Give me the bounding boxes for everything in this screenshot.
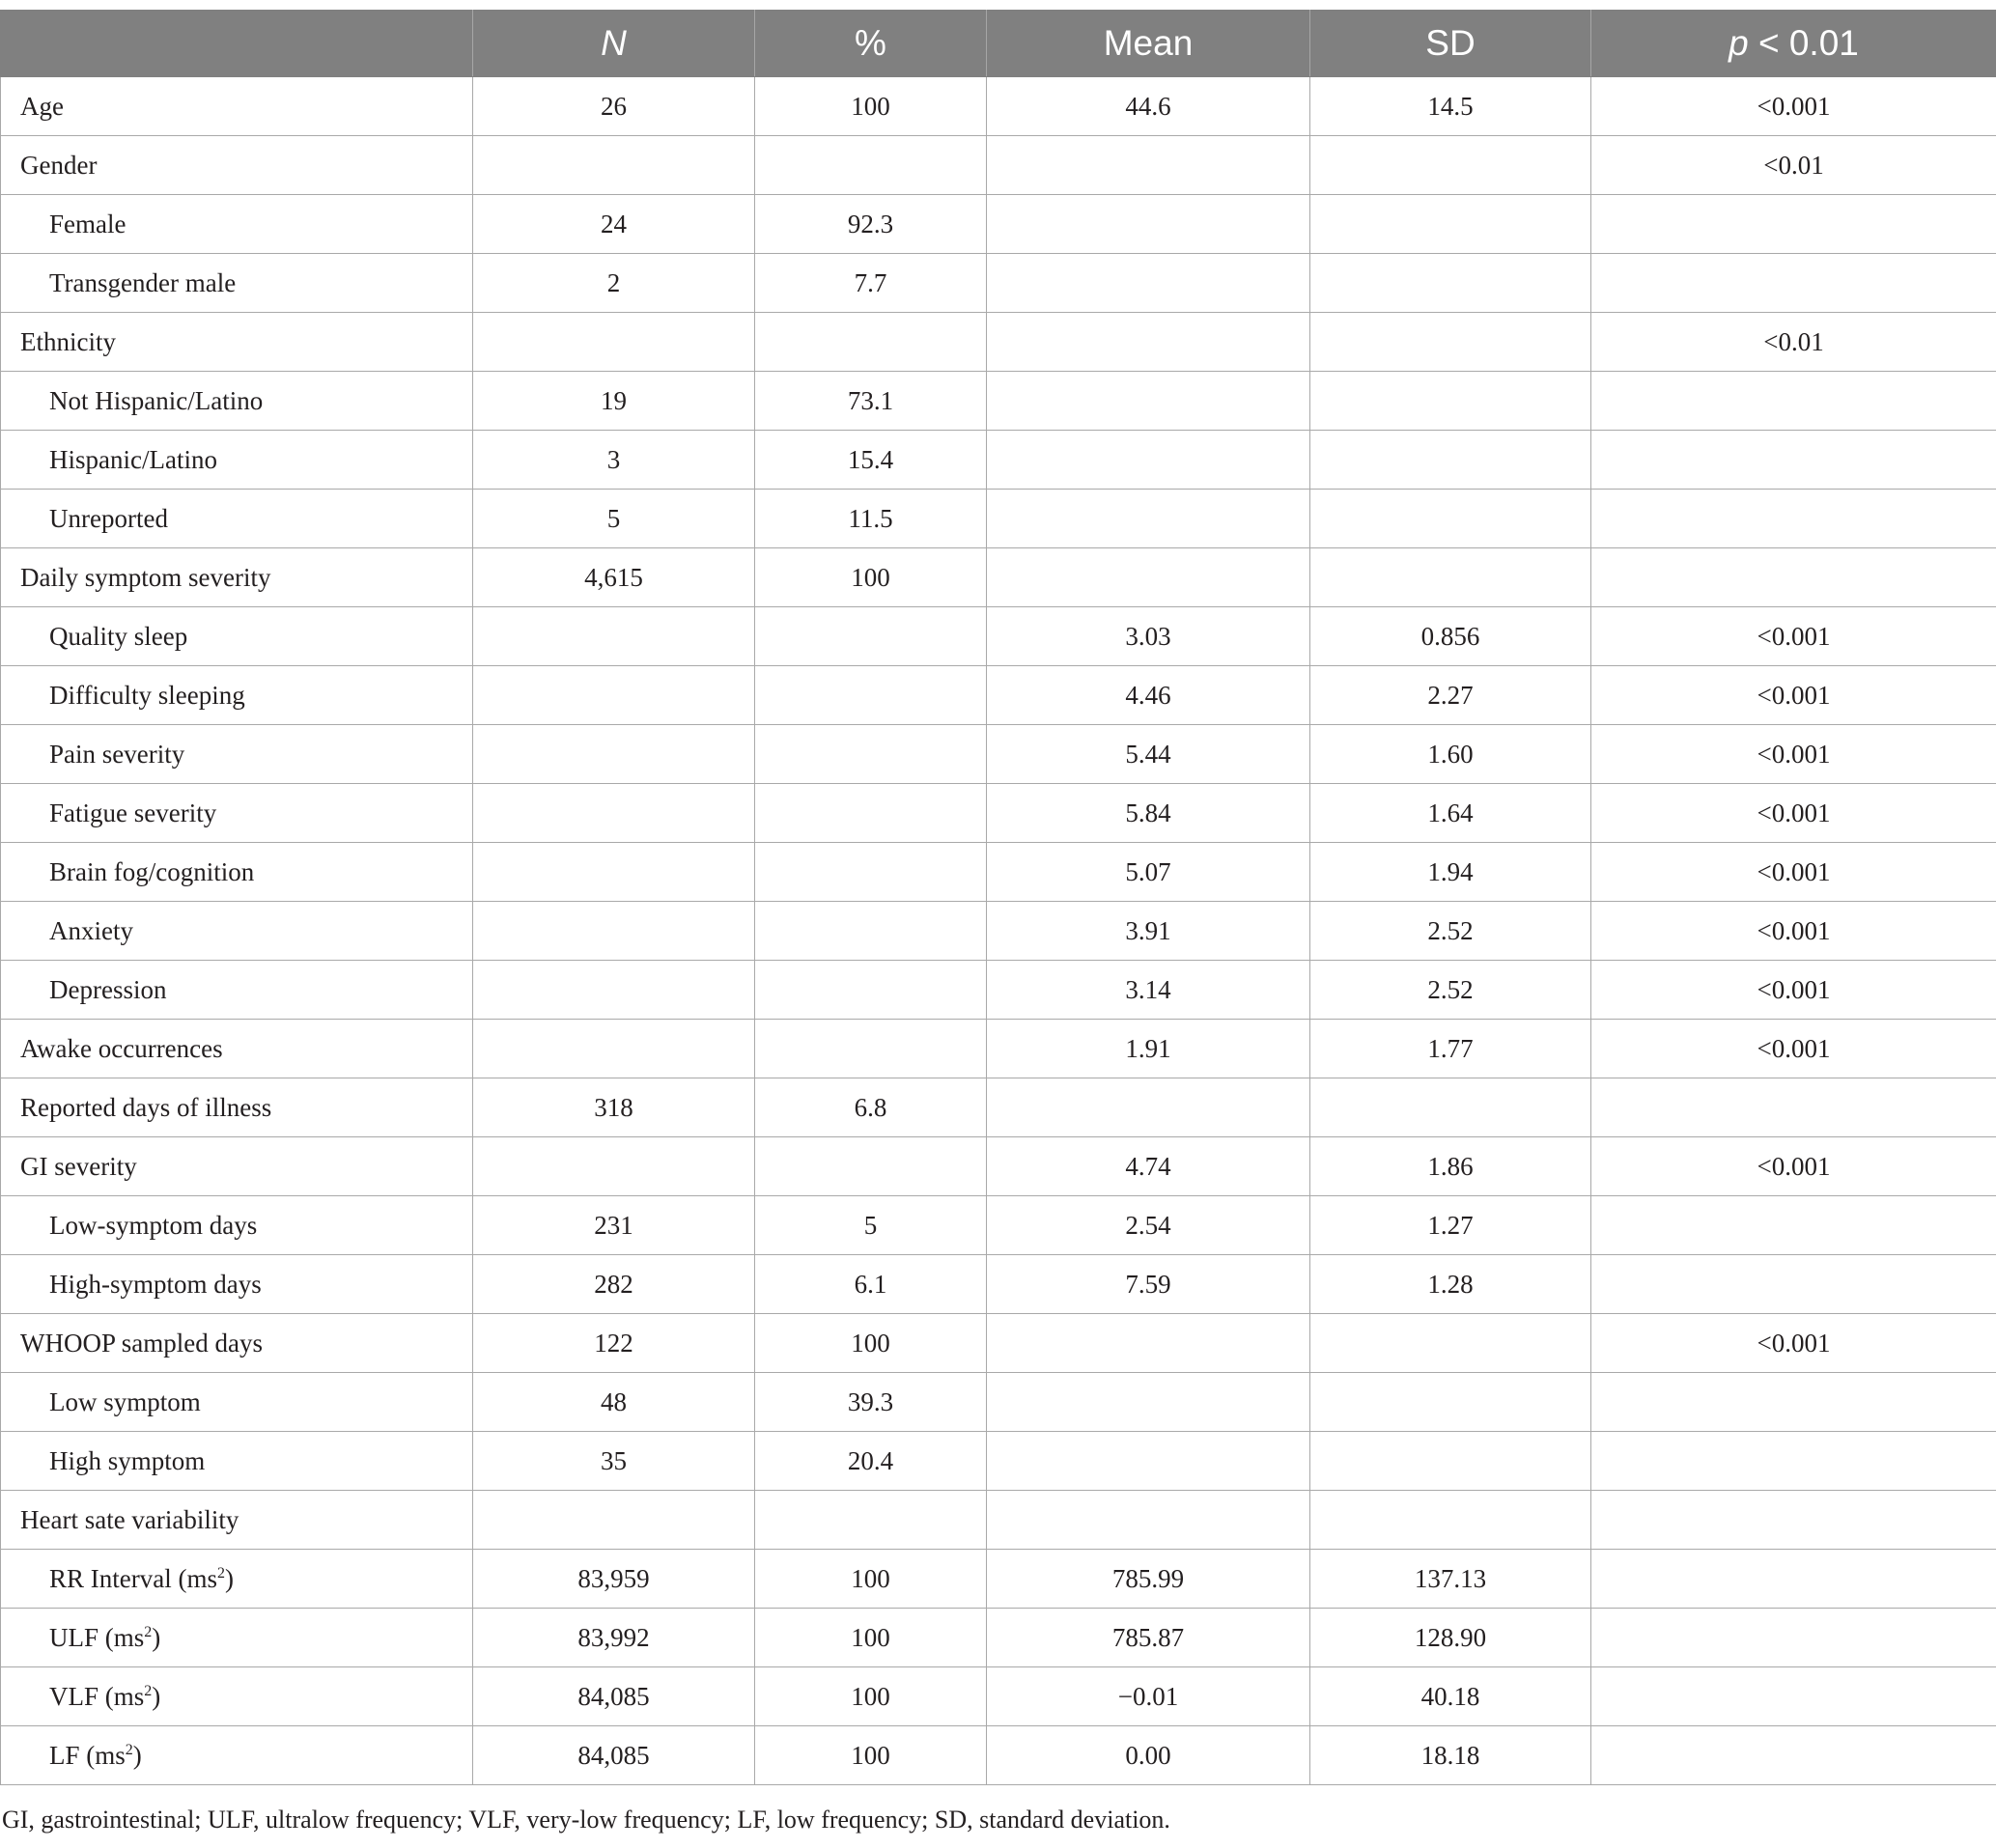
cell-mean: 3.14 [987,961,1310,1020]
cell-mean [987,372,1310,431]
cell-sd: 0.856 [1310,607,1591,666]
cell-mean: 3.91 [987,902,1310,961]
row-label [1,1373,473,1432]
table-row [1,548,1996,607]
row-label-text: GI severity [20,1151,137,1181]
cell-percent: 6.8 [755,1078,987,1137]
row-label-text: Brain fog/cognition [49,856,255,886]
row-label [1,372,473,431]
cell-n [473,313,755,372]
cell-mean [987,1078,1310,1137]
cell-sd: 14.5 [1310,77,1591,136]
row-label-text: VLF (ms [49,1681,145,1711]
row-label [1,1255,473,1314]
cell-percent: 100 [755,77,987,136]
cell-p-value: <0.001 [1591,77,1996,136]
row-label-text: Awake occurrences [20,1033,223,1063]
cell-n: 318 [473,1078,755,1137]
cell-percent: 5 [755,1196,987,1255]
cell-sd: 1.77 [1310,1020,1591,1078]
table-row [1,843,1996,902]
cell-sd: 1.86 [1310,1137,1591,1196]
cell-mean: 5.44 [987,725,1310,784]
cell-p-value [1591,431,1996,490]
cell-n [473,961,755,1020]
header-variable [1,11,473,77]
cell-mean: 1.91 [987,1020,1310,1078]
row-label-tail: ) [152,1681,161,1711]
row-label [1,77,473,136]
header-mean: Mean [987,11,1310,77]
row-label-text: LF (ms [49,1740,126,1770]
row-label-text: Daily symptom severity [20,562,271,592]
cell-p-value [1591,1667,1996,1726]
cell-percent [755,1020,987,1078]
row-label [1,548,473,607]
cell-sd [1310,1491,1591,1550]
cell-n: 24 [473,195,755,254]
cell-sd [1310,372,1591,431]
cell-mean [987,1491,1310,1550]
table-row [1,372,1996,431]
row-label-text: High symptom [49,1445,206,1475]
cell-n [473,1137,755,1196]
row-label [1,136,473,195]
table-row [1,431,1996,490]
table-body [1,77,1996,1785]
cell-sd: 2.27 [1310,666,1591,725]
cell-p-value [1591,195,1996,254]
cell-percent: 15.4 [755,431,987,490]
row-label [1,1550,473,1609]
cell-sd [1310,548,1591,607]
cell-p-value: <0.001 [1591,607,1996,666]
cell-n: 83,959 [473,1550,755,1609]
table-footnote: GI, gastrointestinal; ULF, ultralow frequency; VLF, very-low frequency; LF, low frequency; SD, standard deviation. [2,1806,1170,1834]
table-row [1,77,1996,136]
cell-sd [1310,1432,1591,1491]
cell-p-value: <0.01 [1591,136,1996,195]
row-label-tail: ) [224,1563,234,1593]
table-row [1,784,1996,843]
cell-n: 84,085 [473,1667,755,1726]
table-row [1,254,1996,313]
table-row [1,136,1996,195]
row-label-text: Anxiety [49,915,133,945]
cell-n [473,1491,755,1550]
header-p-letter: p [1729,23,1749,63]
row-label-text: Female [49,209,127,238]
cell-mean: 2.54 [987,1196,1310,1255]
cell-percent: 100 [755,1550,987,1609]
row-label-text: Heart sate variability [20,1504,239,1534]
cell-mean: 44.6 [987,77,1310,136]
cell-percent [755,313,987,372]
row-label [1,1491,473,1550]
table-row [1,1314,1996,1373]
cell-mean: 0.00 [987,1726,1310,1785]
row-label-tail: ) [132,1740,142,1770]
cell-percent: 20.4 [755,1432,987,1491]
header-percent: % [755,11,987,77]
cell-mean: 4.74 [987,1137,1310,1196]
cell-mean [987,1373,1310,1432]
row-label [1,313,473,372]
cell-p-value [1591,1491,1996,1550]
cell-n: 4,615 [473,548,755,607]
row-label [1,1196,473,1255]
cell-sd: 1.60 [1310,725,1591,784]
row-label-superscript: 2 [144,1623,153,1640]
cell-p-value: <0.001 [1591,784,1996,843]
cell-n [473,902,755,961]
cell-percent [755,725,987,784]
cell-percent [755,902,987,961]
cell-n: 282 [473,1255,755,1314]
cell-percent [755,1491,987,1550]
header-p-value [1591,11,1996,77]
cell-sd [1310,431,1591,490]
row-label [1,902,473,961]
row-label [1,1667,473,1726]
row-label [1,254,473,313]
table-row [1,961,1996,1020]
cell-percent: 100 [755,1314,987,1373]
table-row [1,902,1996,961]
row-label [1,961,473,1020]
cell-sd: 1.27 [1310,1196,1591,1255]
row-label [1,1314,473,1373]
cell-p-value: <0.001 [1591,902,1996,961]
cell-n: 122 [473,1314,755,1373]
cell-sd [1310,313,1591,372]
cell-sd [1310,195,1591,254]
table-row [1,1726,1996,1785]
row-label [1,725,473,784]
cell-n: 231 [473,1196,755,1255]
cell-percent [755,136,987,195]
cell-percent [755,666,987,725]
header-p-rest: < 0.01 [1748,23,1859,63]
cell-p-value [1591,372,1996,431]
cell-p-value: <0.001 [1591,961,1996,1020]
cell-p-value [1591,254,1996,313]
cell-mean: 4.46 [987,666,1310,725]
cell-p-value: <0.001 [1591,725,1996,784]
table-row [1,1078,1996,1137]
cell-percent [755,1137,987,1196]
cell-sd: 2.52 [1310,961,1591,1020]
cell-percent [755,784,987,843]
cell-mean [987,490,1310,548]
row-label-text: Hispanic/Latino [49,444,217,474]
row-label-text: Difficulty sleeping [49,680,245,710]
cell-percent: 100 [755,1726,987,1785]
cell-sd [1310,136,1591,195]
cell-p-value: <0.001 [1591,1137,1996,1196]
cell-mean [987,431,1310,490]
cell-percent: 100 [755,1609,987,1667]
table-row [1,1432,1996,1491]
row-label [1,1726,473,1785]
cell-sd: 128.90 [1310,1609,1591,1667]
cell-percent: 73.1 [755,372,987,431]
row-label-text: Low-symptom days [49,1210,258,1240]
table-row [1,1667,1996,1726]
cell-n: 5 [473,490,755,548]
cell-p-value: <0.001 [1591,843,1996,902]
row-label-superscript: 2 [144,1682,153,1699]
row-label [1,195,473,254]
cell-percent: 100 [755,1667,987,1726]
cell-n [473,1020,755,1078]
row-label [1,666,473,725]
cell-percent: 92.3 [755,195,987,254]
header-row [1,11,1996,77]
row-label [1,843,473,902]
cell-percent [755,607,987,666]
table-row [1,725,1996,784]
cell-sd: 1.94 [1310,843,1591,902]
cell-n: 2 [473,254,755,313]
cell-mean: 7.59 [987,1255,1310,1314]
cell-sd: 1.28 [1310,1255,1591,1314]
row-label-tail: ) [152,1622,161,1652]
row-label-text: Reported days of illness [20,1092,272,1122]
row-label-text: Not Hispanic/Latino [49,385,264,415]
cell-sd [1310,1373,1591,1432]
cell-percent [755,961,987,1020]
cell-n: 35 [473,1432,755,1491]
cell-n: 84,085 [473,1726,755,1785]
cell-sd [1310,490,1591,548]
row-label [1,1020,473,1078]
cell-p-value: <0.001 [1591,1314,1996,1373]
cell-sd: 40.18 [1310,1667,1591,1726]
row-label-text: High-symptom days [49,1269,262,1299]
cell-mean: −0.01 [987,1667,1310,1726]
row-label [1,431,473,490]
cell-n [473,136,755,195]
cell-n [473,843,755,902]
row-label [1,1432,473,1491]
table-row [1,666,1996,725]
cell-sd: 18.18 [1310,1726,1591,1785]
cell-mean: 5.84 [987,784,1310,843]
cell-percent: 6.1 [755,1255,987,1314]
cell-n: 83,992 [473,1609,755,1667]
table-row [1,490,1996,548]
table-row [1,313,1996,372]
cell-p-value: <0.001 [1591,666,1996,725]
row-label-text: RR Interval (ms [49,1563,217,1593]
cell-percent: 39.3 [755,1373,987,1432]
table-row [1,1020,1996,1078]
cell-p-value [1591,1255,1996,1314]
data-table [0,10,1996,1785]
cell-sd [1310,1078,1591,1137]
row-label-text: WHOOP sampled days [20,1328,263,1358]
row-label-text: Depression [49,974,167,1004]
cell-mean [987,136,1310,195]
row-label-text: ULF (ms [49,1622,145,1652]
cell-n: 48 [473,1373,755,1432]
row-label [1,607,473,666]
table-row [1,1137,1996,1196]
table-row [1,1373,1996,1432]
cell-sd: 2.52 [1310,902,1591,961]
cell-mean: 5.07 [987,843,1310,902]
cell-percent: 7.7 [755,254,987,313]
cell-percent: 11.5 [755,490,987,548]
cell-n [473,666,755,725]
table-row [1,1255,1996,1314]
cell-mean [987,254,1310,313]
table-row [1,195,1996,254]
header-sd: SD [1310,11,1591,77]
cell-p-value: <0.01 [1591,313,1996,372]
cell-p-value [1591,1373,1996,1432]
table-row [1,607,1996,666]
cell-mean [987,1432,1310,1491]
cell-sd: 1.64 [1310,784,1591,843]
table-row [1,1550,1996,1609]
cell-mean: 785.87 [987,1609,1310,1667]
row-label [1,1078,473,1137]
cell-mean [987,548,1310,607]
cell-percent: 100 [755,548,987,607]
cell-sd [1310,254,1591,313]
row-label [1,784,473,843]
cell-n: 3 [473,431,755,490]
cell-mean [987,313,1310,372]
cell-n: 19 [473,372,755,431]
row-label [1,490,473,548]
cell-mean [987,1314,1310,1373]
row-label-text: Ethnicity [20,326,116,356]
cell-mean: 3.03 [987,607,1310,666]
row-label-superscript: 2 [216,1564,225,1582]
cell-sd: 137.13 [1310,1550,1591,1609]
cell-n: 26 [473,77,755,136]
cell-p-value [1591,1609,1996,1667]
row-label-text: Transgender male [49,267,237,297]
row-label-text: Gender [20,150,98,180]
table-row [1,1609,1996,1667]
row-label-text: Pain severity [49,739,185,769]
row-label [1,1609,473,1667]
row-label [1,1137,473,1196]
cell-p-value: <0.001 [1591,1020,1996,1078]
row-label-text: Low symptom [49,1386,201,1416]
cell-n [473,607,755,666]
cell-mean [987,195,1310,254]
cell-p-value [1591,1196,1996,1255]
cell-p-value [1591,548,1996,607]
row-label-text: Age [20,91,64,121]
cell-n [473,784,755,843]
row-label-text: Fatigue severity [49,798,217,827]
table-row [1,1491,1996,1550]
cell-p-value [1591,1432,1996,1491]
cell-mean: 785.99 [987,1550,1310,1609]
table-row [1,1196,1996,1255]
row-label-text: Quality sleep [49,621,188,651]
cell-p-value [1591,1550,1996,1609]
cell-p-value [1591,1078,1996,1137]
cell-p-value [1591,490,1996,548]
row-label-text: Unreported [49,503,168,533]
cell-percent [755,843,987,902]
cell-p-value [1591,1726,1996,1785]
cell-n [473,725,755,784]
header-n: N [473,11,755,77]
row-label-superscript: 2 [125,1741,133,1758]
cell-sd [1310,1314,1591,1373]
